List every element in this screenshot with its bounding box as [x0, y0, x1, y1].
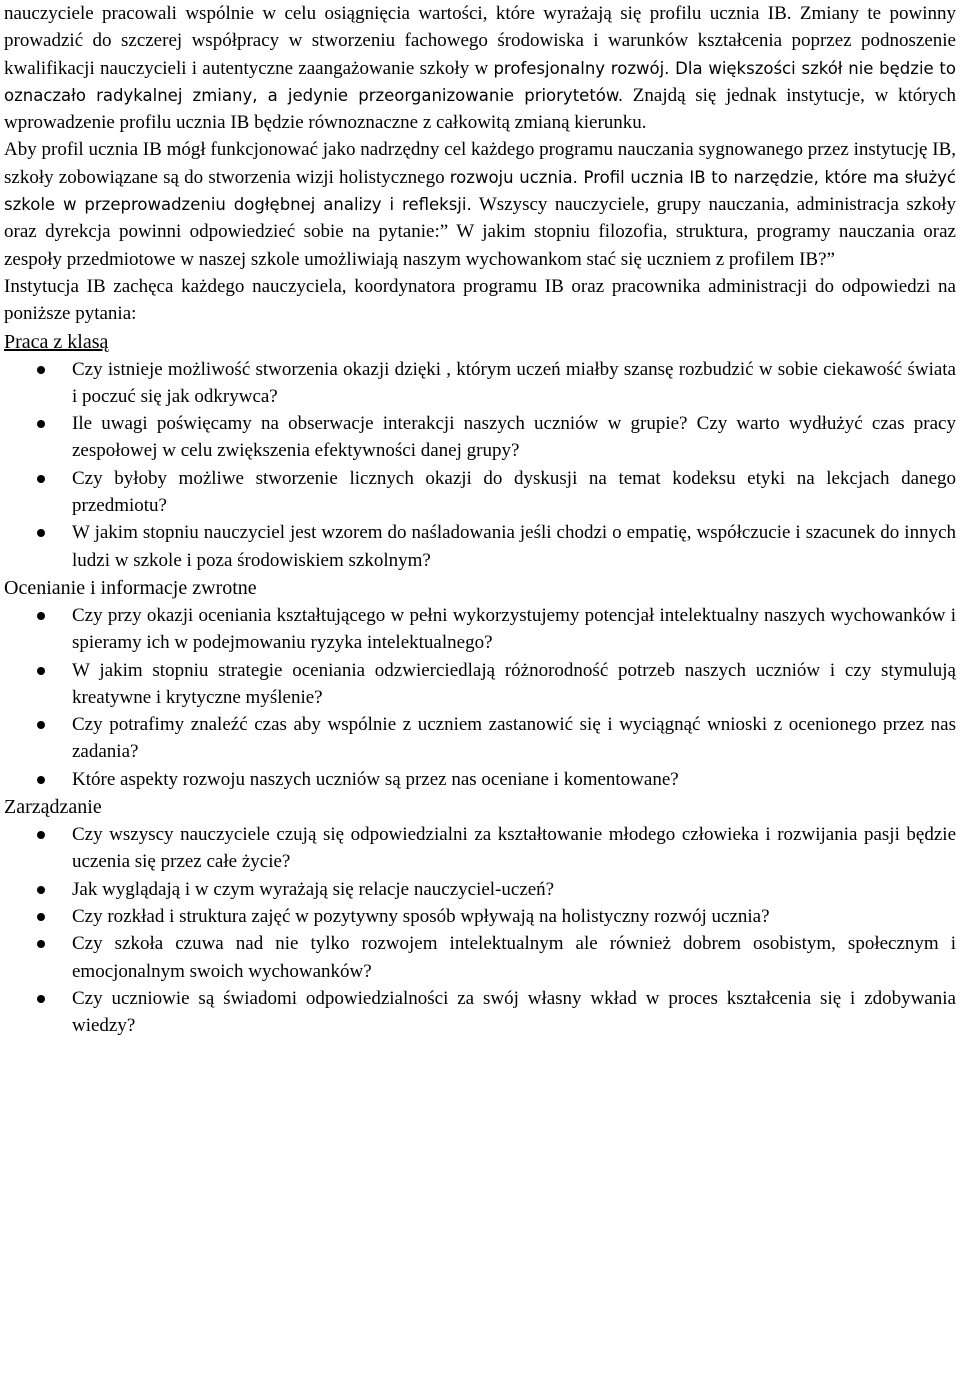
bullet-icon	[37, 366, 45, 374]
list-item	[4, 711, 956, 766]
list-item-text: Czy byłoby możliwe stworzenie licznych okazji do dyskusji na temat kodeksu etyki na lekcjach danego przedmiotu?	[72, 467, 956, 517]
question-list-ocenianie	[4, 602, 956, 793]
intro-paragraph-2-part-a: Aby profil ucznia IB mógł funkcjonować jako nadrzędny cel każdego programu nauczania sygnowanego przez instytucję IB, szkoły zobowiązane są do stworzenia wizji holistycznego	[4, 139, 956, 188]
intro-paragraph-1-sans-part: profesjonalny rozwój. Dla większości szkół nie będzie to oznaczało radykalnej zmiany, a jedynie przeorganizowanie priorytetów.	[4, 58, 957, 105]
intro-paragraph-2-part-b: Wszyscy nauczyciele, grupy nauczania, administracja szkoły oraz dyrekcja powinni odpowiedzieć sobie na pytanie:” W jakim stopniu filozofia, struktura, programy nauczania oraz zespoły przedmiotowe w naszej szkole umożliwiają naszym wychowankom stać się uczniem z profilem IB?”	[4, 194, 956, 270]
question-list-praca-z-klasa	[4, 356, 956, 574]
list-item	[4, 930, 956, 985]
bullet-icon	[37, 886, 45, 894]
list-item	[4, 356, 956, 411]
bullet-icon	[37, 529, 45, 537]
list-item	[4, 821, 956, 876]
list-item-text: Jak wyglądają i w czym wyrażają się relacje nauczyciel-uczeń?	[72, 878, 555, 900]
list-item	[4, 766, 956, 793]
intro-paragraph-2	[4, 136, 956, 272]
list-item-text: W jakim stopniu strategie oceniania odzwierciedlają różnorodność potrzeb naszych uczniów i czy stymulują kreatywne i krytyczne myślenie?	[72, 659, 956, 708]
intro-paragraph-1-part-b: Znajdą się jednak instytucje, w których wprowadzenie profilu ucznia IB będzie równoznaczne z całkowitą zmianą kierunku.	[4, 84, 956, 134]
list-item	[4, 657, 956, 712]
bullet-icon	[37, 721, 45, 729]
question-list-zarzadzanie	[4, 821, 956, 1039]
list-item-text: Czy wszyscy nauczyciele czują się odpowiedzialni za kształtowanie młodego człowieka i rozwijania pasji będzie uczenia się przez całe życie?	[72, 824, 956, 873]
document-page	[4, 0, 956, 1039]
list-item	[4, 519, 956, 574]
bullet-icon	[37, 995, 45, 1003]
list-item-text: Czy rozkład i struktura zajęć w pozytywny sposób wpływają na holistyczny rozwój ucznia?	[72, 905, 770, 927]
intro-paragraph-2-sans-part: rozwoju ucznia. Profil ucznia IB to narzędzie, które ma służyć szkole w przeprowadzeniu dogłębnej analizy i refleksji.	[4, 167, 956, 215]
bullet-icon	[37, 420, 45, 428]
list-item	[4, 465, 956, 520]
list-item	[4, 903, 956, 930]
section-heading-ocenianie: Ocenianie i informacje zwrotne	[4, 576, 257, 599]
list-item	[4, 985, 956, 1040]
bullet-icon	[37, 831, 45, 839]
intro-paragraph-3: Instytucja IB zachęca każdego nauczyciela, koordynatora programu IB oraz pracownika administracji do odpowiedzi na poniższe pytania:	[4, 275, 956, 325]
section-heading-zarzadzanie: Zarządzanie	[4, 796, 102, 819]
bullet-icon	[37, 475, 45, 483]
list-item-text: Czy przy okazji oceniania kształtującego w pełni wykorzystujemy potencjał intelektualny naszych wychowanków i spieramy ich w podejmowaniu ryzyka intelektualnego?	[72, 604, 956, 654]
bullet-icon	[37, 667, 45, 675]
list-item-text: Które aspekty rozwoju naszych uczniów są przez nas oceniane i komentowane?	[72, 768, 679, 790]
list-item-text: W jakim stopniu nauczyciel jest wzorem do naśladowania jeśli chodzi o empatię, współczucie i szacunek do innych ludzi w szkole i poza środowiskiem szkolnym?	[72, 522, 956, 571]
bullet-icon	[37, 776, 45, 784]
list-item	[4, 410, 956, 465]
list-item-text: Czy uczniowie są świadomi odpowiedzialności za swój własny wkład w proces kształcenia się i zdobywania wiedzy?	[72, 987, 956, 1037]
list-item	[4, 876, 956, 903]
list-item-text: Czy istnieje możliwość stworzenia okazji dzięki , którym uczeń miałby szansę rozbudzić w sobie ciekawość świata i poczuć się jak odkrywca?	[72, 358, 956, 407]
section-heading-praca-z-klasa: Praca z klasą	[4, 330, 109, 353]
intro-paragraph-1	[4, 0, 956, 136]
bullet-icon	[37, 913, 45, 921]
intro-paragraph-1-part-a: nauczyciele pracowali wspólnie w celu osiągnięcia wartości, które wyrażają się profilu ucznia IB. Zmiany te powinny prowadzić do szczerej współpracy w stworzeniu fachowego środowiska i warunków kształcenia poprzez podnoszenie kwalifikacji nauczycieli i autentyczne zaangażowanie szkoły w	[4, 3, 956, 79]
bullet-icon	[37, 612, 45, 620]
list-item-text: Ile uwagi poświęcamy na obserwacje interakcji naszych uczniów w grupie? Czy warto wydłużyć czas pracy zespołowej w celu zwiększenia efektywności danej grupy?	[72, 413, 956, 462]
list-item	[4, 602, 956, 657]
list-item-text: Czy szkoła czuwa nad nie tylko rozwojem intelektualnym ale również dobrem osobistym, społecznym i emocjonalnym swoich wychowanków?	[72, 933, 956, 982]
bullet-icon	[37, 940, 45, 948]
list-item-text: Czy potrafimy znaleźć czas aby wspólnie z uczniem zastanowić się i wyciągnąć wnioski z ocenionego przez nas zadania?	[72, 714, 956, 763]
